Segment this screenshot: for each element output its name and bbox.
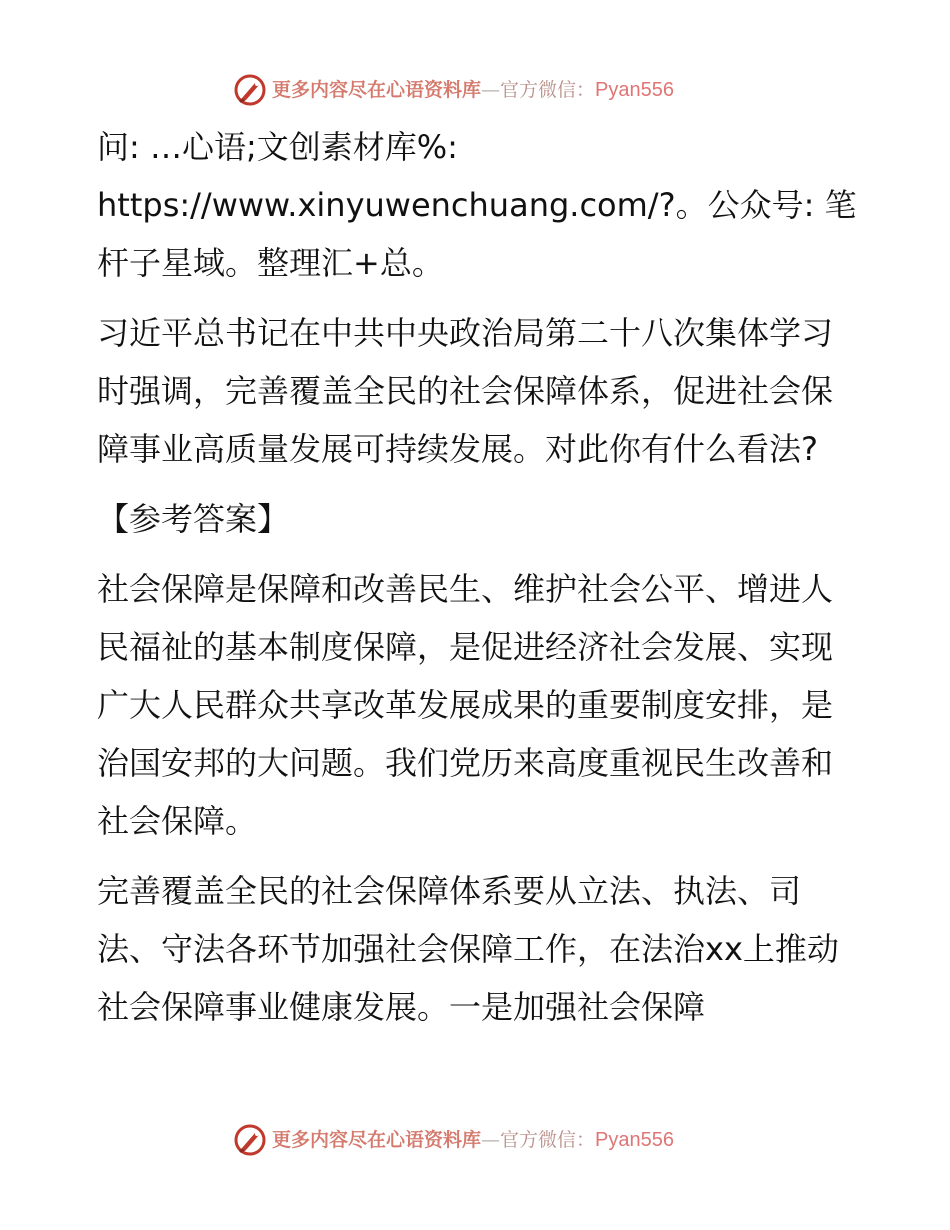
watermark-brand: 更多内容尽在心语资料库	[272, 1129, 482, 1151]
pen-logo-icon	[233, 1123, 267, 1157]
pen-logo-icon	[233, 73, 267, 107]
watermark-dash: —	[481, 79, 501, 101]
header-watermark-banner	[0, 70, 950, 110]
watermark-dash: —	[481, 1129, 501, 1151]
watermark-wechat-label: 官方微信：	[500, 79, 596, 101]
watermark-brand: 更多内容尽在心语资料库	[272, 79, 482, 101]
footer-watermark-banner	[0, 1120, 950, 1160]
watermark-text	[272, 1127, 674, 1153]
watermark-wechat-label: 官方微信：	[500, 1129, 596, 1151]
paragraph-source-note: 问: …心语;文创素材库%: https://www.xinyuwenchuang.com/?。公众号: 笔杆子星域。整理汇+总。	[97, 128, 857, 282]
watermark-wechat-id: Pyan556	[595, 1129, 674, 1151]
paragraph-answer-2: 完善覆盖全民的社会保障体系要从立法、执法、司法、守法各环节加强社会保障工作，在法治xx上推动社会保障事业健康发展。一是加强社会保障	[97, 872, 839, 1026]
paragraph-answer-heading: 【参考答案】	[97, 500, 290, 538]
watermark-wechat-id: Pyan556	[595, 79, 674, 101]
paragraph-question: 习近平总书记在中共中央政治局第二十八次集体学习时强调，完善覆盖全民的社会保障体系，促进社会保障事业高质量发展可持续发展。对此你有什么看法?	[97, 314, 834, 468]
document-body	[97, 118, 857, 1036]
paragraph-answer-1: 社会保障是保障和改善民生、维护社会公平、增进人民福祉的基本制度保障，是促进经济社会发展、实现广大人民群众共享改革发展成果的重要制度安排，是治国安邦的大问题。我们党历来高度重视民生改善和社会保障。	[97, 570, 834, 840]
watermark-text	[272, 77, 674, 103]
